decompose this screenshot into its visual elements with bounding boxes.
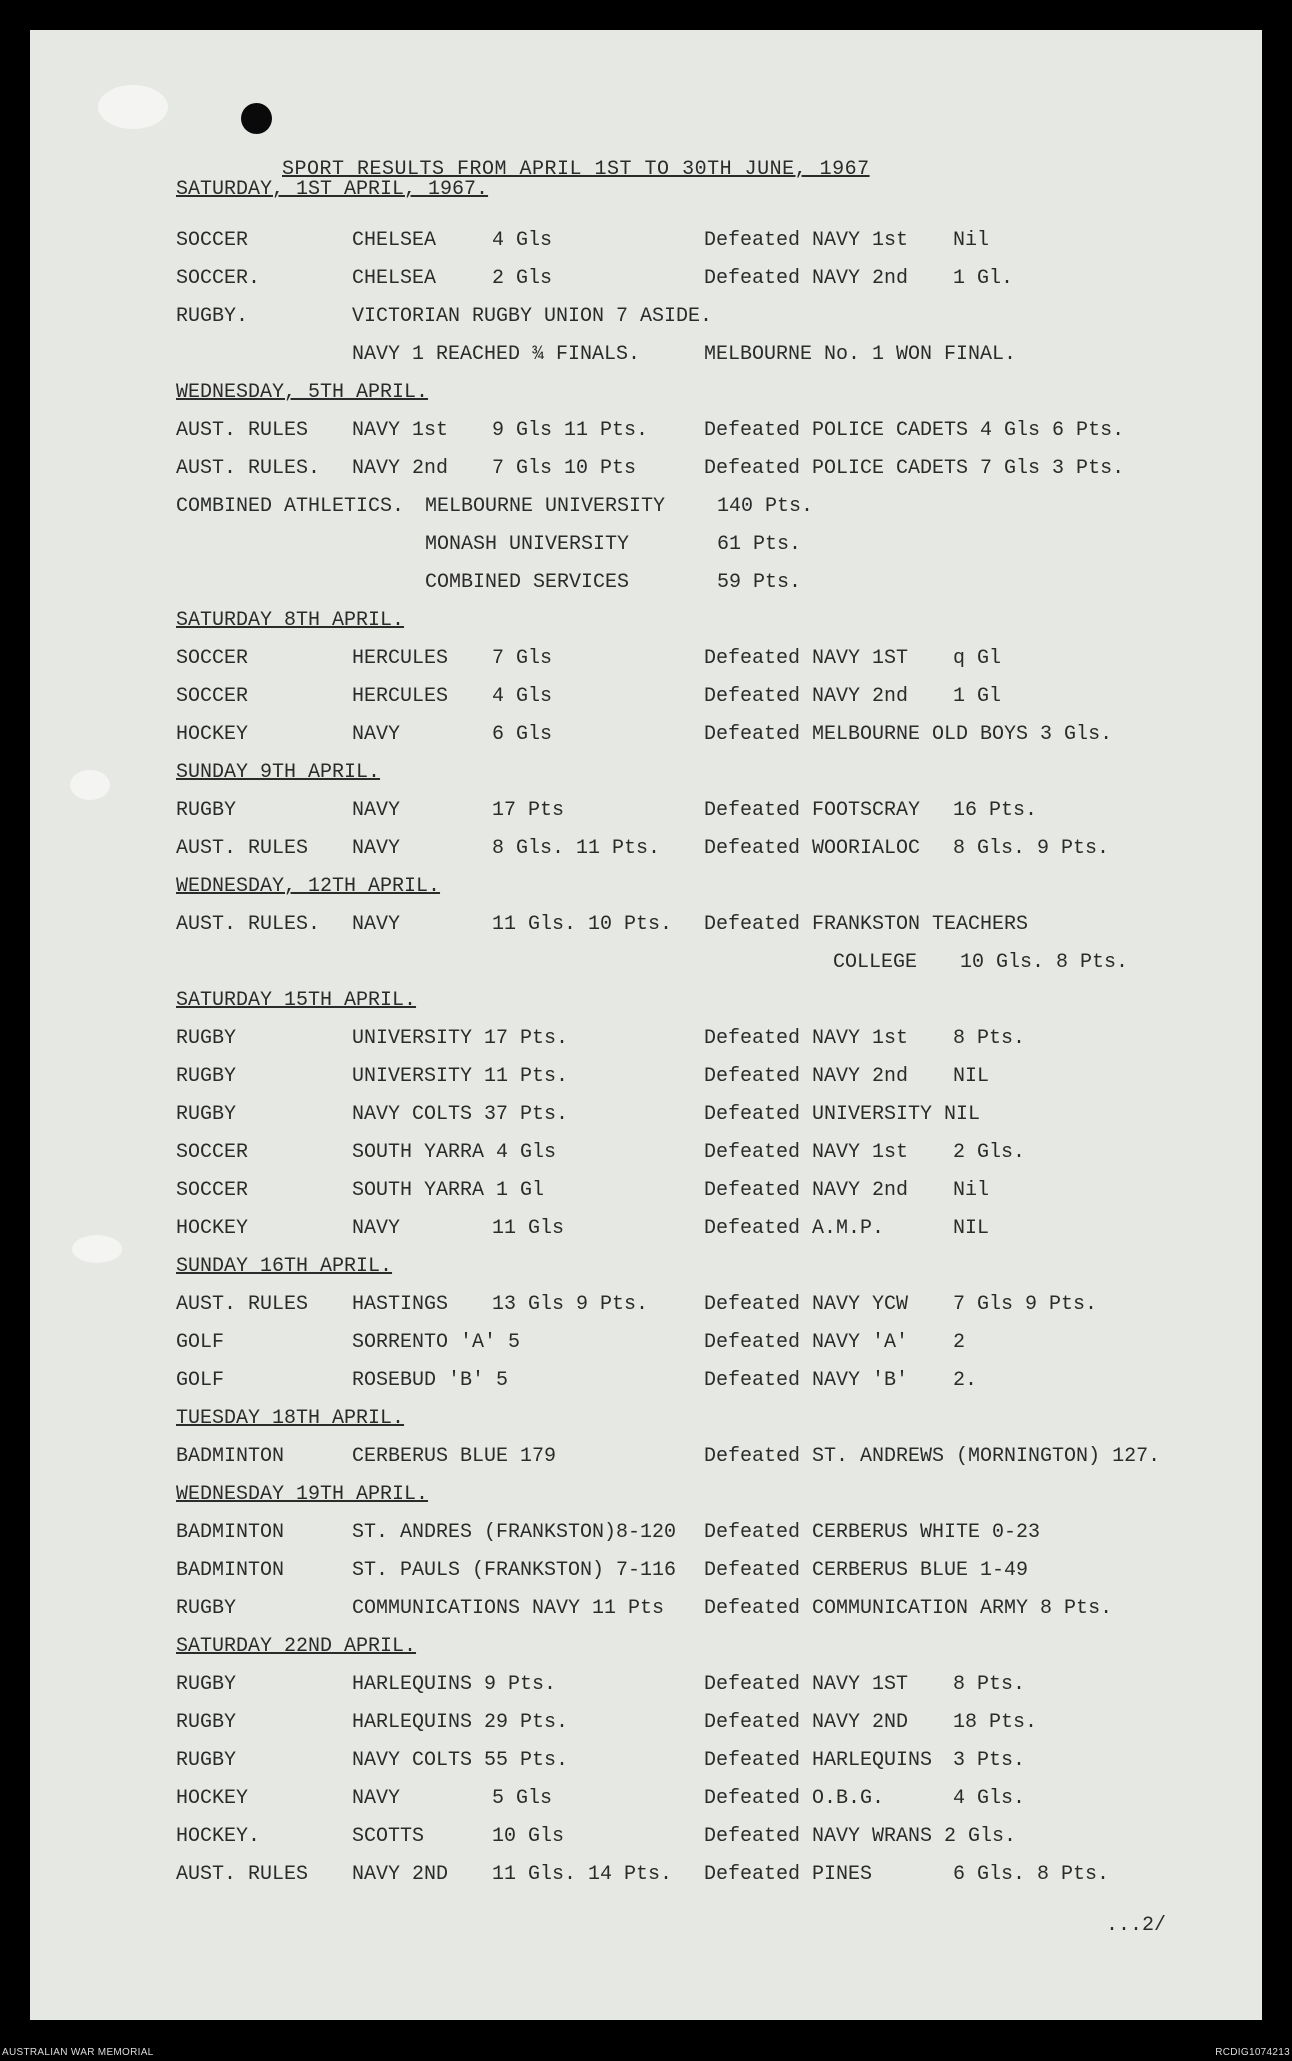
athletics-points: 59 Pts.: [717, 571, 802, 594]
sport: BADMINTON: [176, 1521, 285, 1544]
opponent-score: Nil: [953, 1179, 990, 1202]
sport: AUST. RULES: [176, 1863, 309, 1886]
result: Defeated NAVY WRANS 2 Gls.: [704, 1825, 1017, 1848]
team: UNIVERSITY 11 Pts.: [352, 1065, 569, 1088]
result: Defeated WOORIALOC: [704, 837, 921, 860]
result-row: [30, 723, 1262, 755]
result: Defeated NAVY 1ST: [704, 647, 909, 670]
team: HASTINGS: [352, 1293, 449, 1316]
team: CHELSEA: [352, 267, 437, 290]
result-row: [30, 343, 1262, 375]
date-heading: SUNDAY 9TH APRIL.: [176, 761, 381, 784]
date-heading-row: [30, 381, 1262, 413]
score: 8 Gls. 11 Pts.: [492, 837, 661, 860]
result-row: [30, 1559, 1262, 1591]
result-row: [30, 1521, 1262, 1553]
result: Defeated PINES: [704, 1863, 873, 1886]
team: ST. ANDRES (FRANKSTON)8-120: [352, 1521, 677, 1544]
team: SORRENTO 'A' 5: [352, 1331, 521, 1354]
score: 5 Gls: [492, 1787, 553, 1810]
result-row: [30, 1141, 1262, 1173]
result-row: [30, 1369, 1262, 1401]
result: Defeated MELBOURNE OLD BOYS 3 Gls.: [704, 723, 1113, 746]
date-heading-row: [30, 1407, 1262, 1439]
sport: RUGBY.: [176, 305, 249, 328]
sport: GOLF: [176, 1331, 225, 1354]
footer-credit: AUSTRALIAN WAR MEMORIAL: [2, 2047, 154, 2058]
result: Defeated A.M.P.: [704, 1217, 885, 1240]
result-row: [30, 419, 1262, 451]
score: 2 Gls: [492, 267, 553, 290]
team: CERBERUS BLUE 179: [352, 1445, 557, 1468]
date-heading-row: [30, 1483, 1262, 1515]
date-heading: SATURDAY 22ND APRIL.: [176, 1635, 417, 1658]
date-heading: SATURDAY 15TH APRIL.: [176, 989, 417, 1012]
result: Defeated NAVY 2nd: [704, 1179, 909, 1202]
opponent-score: 1 Gl.: [953, 267, 1014, 290]
punch-hole: [241, 103, 272, 134]
sport: RUGBY: [176, 1027, 237, 1050]
team: NAVY COLTS 55 Pts.: [352, 1749, 569, 1772]
result-row: [30, 267, 1262, 299]
result: Defeated CERBERUS BLUE 1-49: [704, 1559, 1029, 1582]
sport: AUST. RULES.: [176, 913, 321, 936]
athletics-team: MELBOURNE UNIVERSITY: [425, 495, 666, 518]
opponent-score: 2: [953, 1331, 966, 1354]
team: NAVY: [352, 1787, 401, 1810]
result: Defeated NAVY YCW: [704, 1293, 909, 1316]
sport: HOCKEY: [176, 1217, 249, 1240]
result-row: [30, 1597, 1262, 1629]
sport: HOCKEY: [176, 1787, 249, 1810]
result-row: [30, 229, 1262, 261]
opponent-score: 4 Gls.: [953, 1787, 1026, 1810]
opponent-score: 18 Pts.: [953, 1711, 1038, 1734]
result-row: [30, 533, 1262, 565]
athletics-points: 140 Pts.: [717, 495, 814, 518]
sport: AUST. RULES: [176, 419, 309, 442]
team: NAVY: [352, 723, 401, 746]
sport: RUGBY: [176, 1065, 237, 1088]
result-row: [30, 1293, 1262, 1325]
result: Defeated NAVY 2nd: [704, 685, 909, 708]
result-row: [30, 1863, 1262, 1895]
team: SOUTH YARRA 1 Gl: [352, 1179, 545, 1202]
sport: BADMINTON: [176, 1445, 285, 1468]
sport: AUST. RULES: [176, 1293, 309, 1316]
team: NAVY: [352, 837, 401, 860]
score: 4 Gls: [492, 685, 553, 708]
result-row: [30, 1103, 1262, 1135]
score: 4 Gls: [492, 229, 553, 252]
sport: RUGBY: [176, 1673, 237, 1696]
result: Defeated NAVY 1st: [704, 1141, 909, 1164]
result: Defeated UNIVERSITY NIL: [704, 1103, 981, 1126]
date-heading: WEDNESDAY, 5TH APRIL.: [176, 381, 429, 404]
team: HERCULES: [352, 685, 449, 708]
athletics-label: COMBINED ATHLETICS.: [176, 495, 405, 518]
sport: RUGBY: [176, 1103, 237, 1126]
result-row: [30, 1331, 1262, 1363]
opponent-score: 8 Pts.: [953, 1673, 1026, 1696]
page-continuation: ...2/: [1106, 1914, 1167, 1937]
score: 11 Gls. 10 Pts.: [492, 913, 673, 936]
team: COMMUNICATIONS NAVY 11 Pts: [352, 1597, 665, 1620]
result-row: [30, 1445, 1262, 1477]
score: 11 Gls: [492, 1217, 565, 1240]
date-heading-row: [30, 875, 1262, 907]
opponent-score: 2.: [953, 1369, 978, 1392]
date-heading: WEDNESDAY 19TH APRIL.: [176, 1483, 429, 1506]
team: HARLEQUINS 29 Pts.: [352, 1711, 569, 1734]
score: 7 Gls 10 Pts: [492, 457, 637, 480]
athletics-team: COMBINED SERVICES: [425, 571, 630, 594]
continued-score: 10 Gls. 8 Pts.: [960, 951, 1129, 974]
team: HERCULES: [352, 647, 449, 670]
date-heading: TUESDAY 18TH APRIL.: [176, 1407, 405, 1430]
continued-text: COLLEGE: [833, 951, 918, 974]
result: Defeated POLICE CADETS 4 Gls 6 Pts.: [704, 419, 1125, 442]
team: ROSEBUD 'B' 5: [352, 1369, 509, 1392]
opponent-score: 6 Gls. 8 Pts.: [953, 1863, 1110, 1886]
opponent-score: 7 Gls 9 Pts.: [953, 1293, 1098, 1316]
opponent-score: 8 Pts.: [953, 1027, 1026, 1050]
score: 7 Gls: [492, 647, 553, 670]
result-row: [30, 1711, 1262, 1743]
score: 11 Gls. 14 Pts.: [492, 1863, 673, 1886]
date-heading: SATURDAY 8TH APRIL.: [176, 609, 405, 632]
result: Defeated ST. ANDREWS (MORNINGTON) 127.: [704, 1445, 1161, 1468]
team: ST. PAULS (FRANKSTON) 7-116: [352, 1559, 677, 1582]
team: UNIVERSITY 17 Pts.: [352, 1027, 569, 1050]
result-row: [30, 951, 1262, 983]
team: NAVY 2nd: [352, 457, 449, 480]
team: NAVY 2ND: [352, 1863, 449, 1886]
sport: RUGBY: [176, 799, 237, 822]
score: 9 Gls 11 Pts.: [492, 419, 649, 442]
result-row: [30, 1065, 1262, 1097]
note: NAVY 1 REACHED ¾ FINALS.: [352, 343, 641, 366]
opponent-score: q Gl: [953, 647, 1002, 670]
result: Defeated CERBERUS WHITE 0-23: [704, 1521, 1041, 1544]
result: Defeated NAVY 1ST: [704, 1673, 909, 1696]
result-row: [30, 457, 1262, 489]
result: Defeated FRANKSTON TEACHERS: [704, 913, 1029, 936]
score: 13 Gls 9 Pts.: [492, 1293, 649, 1316]
result: Defeated NAVY 'A': [704, 1331, 909, 1354]
result-row: [30, 1673, 1262, 1705]
date-heading: SUNDAY 16TH APRIL.: [176, 1255, 393, 1278]
score: 6 Gls: [492, 723, 553, 746]
date-heading-row: [30, 609, 1262, 641]
sport: SOCCER: [176, 685, 249, 708]
result: Defeated COMMUNICATION ARMY 8 Pts.: [704, 1597, 1113, 1620]
result-row: [30, 913, 1262, 945]
result-row: [30, 799, 1262, 831]
sport: SOCCER: [176, 1179, 249, 1202]
result-row: [30, 305, 1262, 337]
sport: BADMINTON: [176, 1559, 285, 1582]
team: NAVY 1st: [352, 419, 449, 442]
footer-id: RCDIG1074213: [1215, 2047, 1290, 2058]
sport: SOCCER.: [176, 267, 261, 290]
team: SCOTTS: [352, 1825, 425, 1848]
result-row: [30, 1749, 1262, 1781]
team: VICTORIAN RUGBY UNION 7 ASIDE.: [352, 305, 713, 328]
result-row: [30, 647, 1262, 679]
opponent-score: 3 Pts.: [953, 1749, 1026, 1772]
date-heading-row: [30, 761, 1262, 793]
sport: RUGBY: [176, 1597, 237, 1620]
sport: SOCCER: [176, 229, 249, 252]
opponent-score: Nil: [953, 229, 990, 252]
result-row: [30, 1825, 1262, 1857]
opponent-score: 2 Gls.: [953, 1141, 1026, 1164]
sport: AUST. RULES: [176, 837, 309, 860]
result-row: [30, 1179, 1262, 1211]
result: Defeated NAVY 1st: [704, 1027, 909, 1050]
sport: SOCCER: [176, 1141, 249, 1164]
result: Defeated HARLEQUINS: [704, 1749, 933, 1772]
sport: RUGBY: [176, 1749, 237, 1772]
sport: HOCKEY.: [176, 1825, 261, 1848]
date-heading-row: [30, 178, 1262, 210]
result: Defeated O.B.G.: [704, 1787, 885, 1810]
result: Defeated POLICE CADETS 7 Gls 3 Pts.: [704, 457, 1125, 480]
sport: SOCCER: [176, 647, 249, 670]
result: Defeated NAVY 'B': [704, 1369, 909, 1392]
date-heading-row: [30, 1255, 1262, 1287]
paper-crease: [98, 85, 168, 129]
date-heading: SATURDAY, 1ST APRIL, 1967.: [176, 178, 489, 201]
result: Defeated NAVY 2nd: [704, 267, 909, 290]
score: 10 Gls: [492, 1825, 565, 1848]
result: Defeated FOOTSCRAY: [704, 799, 921, 822]
sport: RUGBY: [176, 1711, 237, 1734]
team: NAVY: [352, 799, 401, 822]
team: CHELSEA: [352, 229, 437, 252]
athletics-team: MONASH UNIVERSITY: [425, 533, 630, 556]
date-heading: WEDNESDAY, 12TH APRIL.: [176, 875, 441, 898]
result-row: [30, 571, 1262, 603]
team: NAVY: [352, 913, 401, 936]
date-heading-row: [30, 989, 1262, 1021]
team: HARLEQUINS 9 Pts.: [352, 1673, 557, 1696]
result: Defeated NAVY 2ND: [704, 1711, 909, 1734]
document-title: SPORT RESULTS FROM APRIL 1ST TO 30TH JUNE, 1967: [282, 158, 870, 181]
opponent-score: NIL: [953, 1065, 990, 1088]
result-row: [30, 1217, 1262, 1249]
athletics-points: 61 Pts.: [717, 533, 802, 556]
opponent-score: NIL: [953, 1217, 990, 1240]
result-row: [30, 1787, 1262, 1819]
result: Defeated NAVY 2nd: [704, 1065, 909, 1088]
team: NAVY: [352, 1217, 401, 1240]
result: Defeated NAVY 1st: [704, 229, 909, 252]
sport: GOLF: [176, 1369, 225, 1392]
document-page: [30, 30, 1262, 2020]
opponent-score: 16 Pts.: [953, 799, 1038, 822]
result-row: [30, 1027, 1262, 1059]
sport: HOCKEY: [176, 723, 249, 746]
team: SOUTH YARRA 4 Gls: [352, 1141, 557, 1164]
date-heading-row: [30, 1635, 1262, 1667]
score: 17 Pts: [492, 799, 565, 822]
team: NAVY COLTS 37 Pts.: [352, 1103, 569, 1126]
note: MELBOURNE No. 1 WON FINAL.: [704, 343, 1017, 366]
opponent-score: 8 Gls. 9 Pts.: [953, 837, 1110, 860]
result-row: [30, 837, 1262, 869]
opponent-score: 1 Gl: [953, 685, 1002, 708]
sport: AUST. RULES.: [176, 457, 321, 480]
result-row: [30, 495, 1262, 527]
result-row: [30, 685, 1262, 717]
